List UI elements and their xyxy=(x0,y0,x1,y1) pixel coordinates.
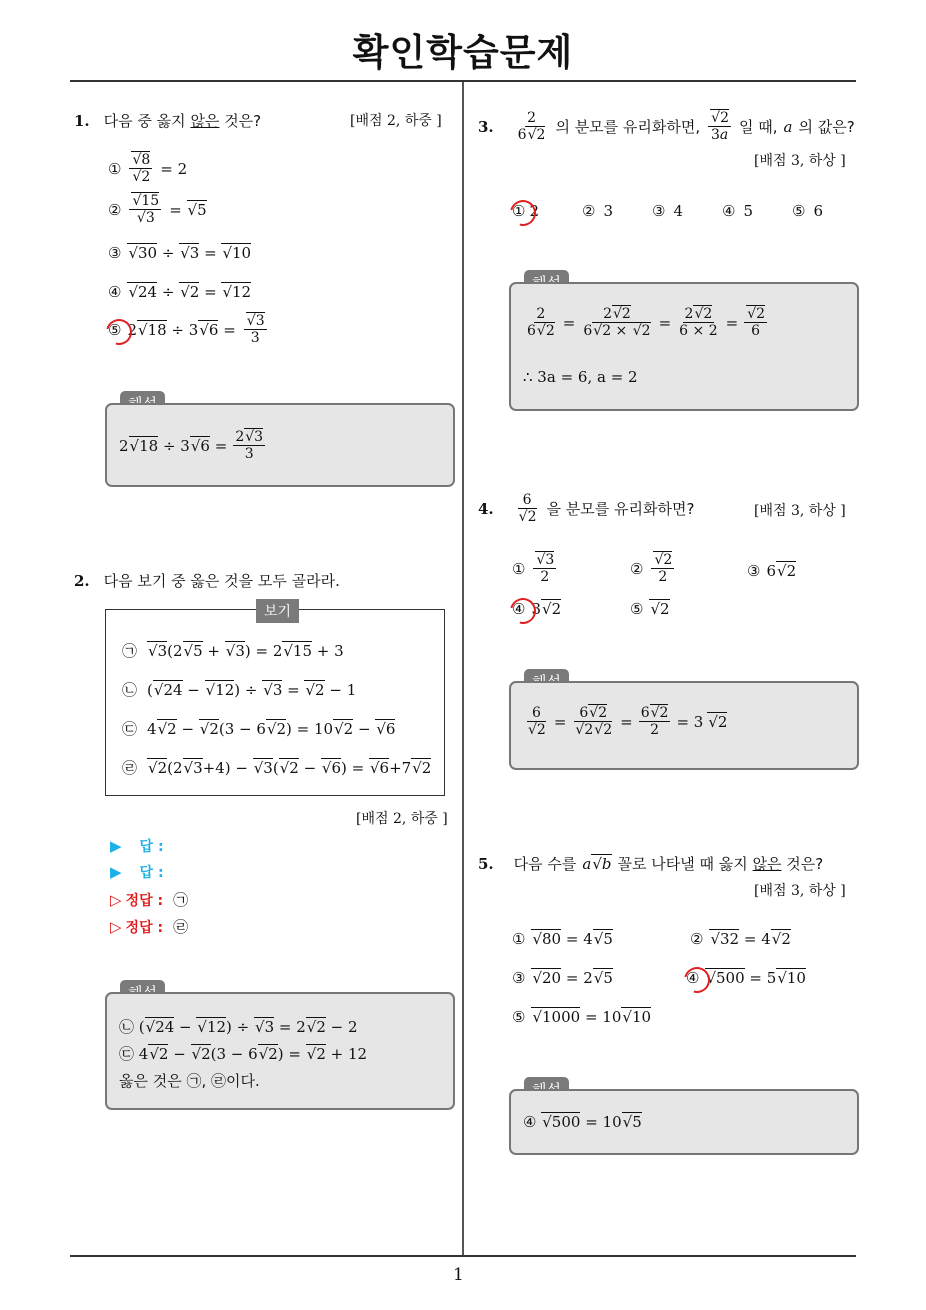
q1-solution-box xyxy=(105,403,455,487)
q4-number: 4. xyxy=(478,499,494,518)
option-marker: ② xyxy=(108,200,122,219)
q1-option-3[interactable]: ③ √ 30 ÷ √ 3 = √ 10 xyxy=(108,244,251,262)
q2-bogi-label: 보기 xyxy=(256,599,299,623)
q3-option-1[interactable]: ① 2 xyxy=(512,202,539,220)
q1-option-4[interactable]: ④ √ 24 ÷ √ 2 = √ 12 xyxy=(108,283,251,301)
q1-option-5[interactable]: ⑤ 2√ 18 ÷ 3√ 6 = √ $\frac{3}{3}$ xyxy=(108,313,269,346)
q2-solution-box xyxy=(105,992,455,1110)
q3-solution-line-2: ∴ 3a = 6, a = 2 xyxy=(523,368,638,386)
q2-bogi-item-4: ㉣ √ 2(2√ 3+4) − √ 3(√ 2 − √ 6) = √ 6+7√ 2 xyxy=(122,757,431,778)
q2-number: 2. xyxy=(74,571,90,590)
q2-answer-line-1: ▶ 답 : xyxy=(110,837,164,855)
option-marker: ③ xyxy=(108,244,122,262)
q3-option-5[interactable]: ⑤ 6 xyxy=(792,202,823,220)
q5-header: 5. 다음 수를 a√ b 꼴로 나타낼 때 옳지 않은 것은? xyxy=(478,853,823,874)
q5-option-4[interactable]: ④ √ 500 = 5√ 10 xyxy=(686,969,806,987)
q4-option-1[interactable]: ① √ $\frac{3}{2}$ xyxy=(512,552,558,585)
q4-solution-line: 6 √ 2 = 6√ 2 √ 2√ 2 = $\frac{6√ 2}{2}$ = 3 √ 2 xyxy=(523,705,727,738)
q1-number: 1. xyxy=(74,111,90,130)
q3-number: 3. xyxy=(478,117,494,136)
q2-bogi-item-3: ㉢ 4√ 2 − √ 2(3 − 6√ 2) = 10√ 2 − √ 6 xyxy=(122,718,395,739)
q1-score: [배점 2, 하중 ] xyxy=(350,113,442,129)
selected-mark xyxy=(505,593,541,629)
column-divider xyxy=(462,82,464,1257)
q5-option-1[interactable]: ① √ 80 = 4√ 5 xyxy=(512,930,613,948)
option-marker: ④ xyxy=(108,283,122,301)
q5-solution-box xyxy=(509,1089,859,1155)
q2-solution-line-1: ㉡ (√ 24 − √ 12) ÷ √ 3 = 2√ 2 − 2 xyxy=(119,1016,358,1037)
q3-options xyxy=(512,202,862,220)
q1-option-1[interactable]: ① √ 8 √ 2 = 2 xyxy=(108,152,187,185)
q2-question: 다음 보기 중 옳은 것을 모두 골라라. xyxy=(103,572,340,590)
q5-option-2[interactable]: ② √ 32 = 4√ 2 xyxy=(690,930,791,948)
page-number: 1 xyxy=(453,1265,464,1285)
q4-option-5[interactable]: ⑤ √ 2 xyxy=(630,600,670,618)
q2-correct-answer-1: ▷ 정답 : ㉠ xyxy=(110,890,189,909)
q3-option-3[interactable]: ③ 4 xyxy=(652,202,683,220)
q3-option-4[interactable]: ④ 5 xyxy=(722,202,753,220)
bottom-rule xyxy=(70,1255,856,1257)
q2-header xyxy=(74,570,340,591)
q5-number: 5. xyxy=(478,854,494,873)
q1-option-2[interactable]: ② √ 15 √ 3 = √ 5 xyxy=(108,193,207,226)
page-title: 확인학습문제 xyxy=(352,31,574,74)
q2-bogi-item-1: ㉠ √ 3(2√ 5 + √ 3) = 2√ 15 + 3 xyxy=(122,640,344,661)
q4-score: [배점 3, 하상 ] xyxy=(754,503,846,519)
q5-option-3[interactable]: ③ √ 20 = 2√ 5 xyxy=(512,969,613,987)
q3-header: 3. $\frac{2}{6√ 2}$ 의 분모를 유리화하면, √ $\frac{2}{3a}$ 일 때, a 의 값은? xyxy=(478,110,855,143)
option-marker: ① xyxy=(108,159,122,178)
q4-option-4[interactable]: ④ 3√ 2 xyxy=(512,600,561,618)
q2-bogi-box xyxy=(105,609,445,796)
q1-solution-text: 2√ 18 ÷ 3√ 6 = $\frac{2√ 3}{3}$ xyxy=(119,429,267,462)
q4-option-2[interactable]: ② √ $\frac{2}{2}$ xyxy=(630,552,676,585)
q3-score: [배점 3, 하상 ] xyxy=(754,153,846,169)
option-marker: ⑤ xyxy=(108,320,122,339)
q1-header xyxy=(74,110,261,131)
q5-score: [배점 3, 하상 ] xyxy=(754,883,846,899)
q3-solution-line-1: $\frac{2}{6√ 2}$ = $\frac{2√ 2}{6√ 2 \times √ 2}$ = $\frac{2√ 2}{6 \times 2}$ = √ $\frac{2}{6}$ xyxy=(523,306,769,339)
q2-solution-line-3: 옳은 것은 ㉠, ㉣이다. xyxy=(119,1072,260,1090)
q4-header: 4. 6 √ 2 을 분모를 유리화하면? xyxy=(478,492,694,525)
q2-bogi-item-2: ㉡ (√ 24 − √ 12) ÷ √ 3 = √ 2 − 1 xyxy=(122,679,356,700)
q2-solution-line-2: ㉢ 4√ 2 − √ 2(3 − 6√ 2) = √ 2 + 12 xyxy=(119,1043,367,1064)
q4-question: 을 분모를 유리화하면? xyxy=(546,500,695,519)
q4-option-3[interactable]: ③ 6√ 2 xyxy=(747,562,796,580)
q1-question: 다음 중 옳지 않은 것은? xyxy=(103,112,262,130)
q2-answer-line-2: ▶ 답 : xyxy=(110,863,164,881)
selected-mark xyxy=(505,195,541,231)
q4-solution-box xyxy=(509,681,859,770)
q2-correct-answer-2: ▷ 정답 : ㉣ xyxy=(110,917,189,936)
q5-option-5[interactable]: ⑤ √ 1000 = 10√ 10 xyxy=(512,1008,651,1026)
q3-option-2[interactable]: ② 3 xyxy=(582,202,613,220)
q5-solution-line: ④ √ 500 = 10√ 5 xyxy=(523,1113,642,1131)
q2-score: [배점 2, 하중 ] xyxy=(356,811,448,827)
q3-solution-box xyxy=(509,282,859,411)
